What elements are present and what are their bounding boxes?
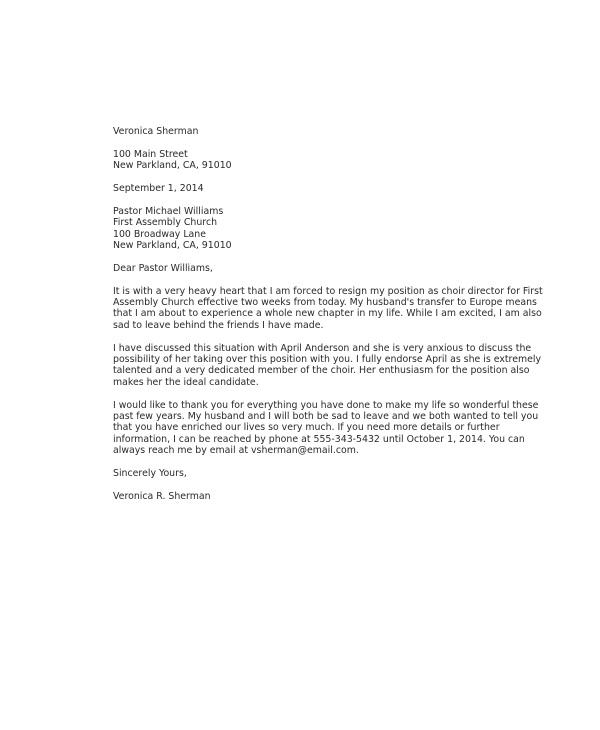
body-paragraph-3 <box>113 399 539 457</box>
recipient-name: Pastor Michael Williams <box>113 205 224 217</box>
signature-block <box>113 491 493 502</box>
resignation-letter <box>113 126 543 514</box>
closing: Sincerely Yours, <box>113 468 187 480</box>
body-paragraph-2 <box>113 342 542 389</box>
body-line: It is with a very heavy heart that I am forced to resign my position as choir director for First <box>113 285 543 297</box>
sender-address <box>113 149 493 172</box>
sender-city: New Parkland, CA, 91010 <box>113 160 232 172</box>
body-line: past few years. My husband and I will both be sad to leave and we both wanted to tell you <box>113 411 539 423</box>
recipient-organization: First Assembly Church <box>113 217 218 229</box>
body-line: that I am about to experience a whole new chapter in my life. While I am excited, I am also <box>113 308 542 320</box>
signature-name: Veronica R. Sherman <box>113 490 211 502</box>
body-line: I would like to thank you for everything you have done to make my life so wonderful these <box>113 399 539 411</box>
sender-name: Veronica Sherman <box>113 126 199 137</box>
body-line: Assembly Church effective two weeks from today. My husband's transfer to Europe means <box>113 297 537 309</box>
letter-date: September 1, 2014 <box>113 183 204 194</box>
recipient-street: 100 Broadway Lane <box>113 228 207 240</box>
body-line: I have discussed this situation with April Anderson and she is very anxious to discuss the <box>113 342 532 354</box>
body-line: information, I can be reached by phone at 555-343-5432 until October 1, 2014. You can <box>113 433 525 445</box>
body-line: that you have enriched our lives so very much. If you need more details or further <box>113 422 500 434</box>
salutation-block <box>113 263 493 274</box>
body-line: possibility of her taking over this position with you. I fully endorse April as she is extremely <box>113 354 542 366</box>
recipient-city: New Parkland, CA, 91010 <box>113 240 232 252</box>
body-line: talented and a very dedicated member of the choir. Her enthusiasm for the position also <box>113 365 530 377</box>
sender-street: 100 Main Street <box>113 148 188 160</box>
body-paragraph-1 <box>113 285 543 332</box>
closing-block <box>113 468 493 479</box>
body-line: makes her the ideal candidate. <box>113 376 259 388</box>
recipient-address <box>113 206 493 252</box>
sender-name-block <box>113 126 493 137</box>
letter-date-block <box>113 183 493 194</box>
salutation: Dear Pastor Williams, <box>113 262 213 274</box>
body-line: always reach me by email at vsherman@email.com. <box>113 445 359 457</box>
body-line: sad to leave behind the friends I have made. <box>113 319 324 331</box>
